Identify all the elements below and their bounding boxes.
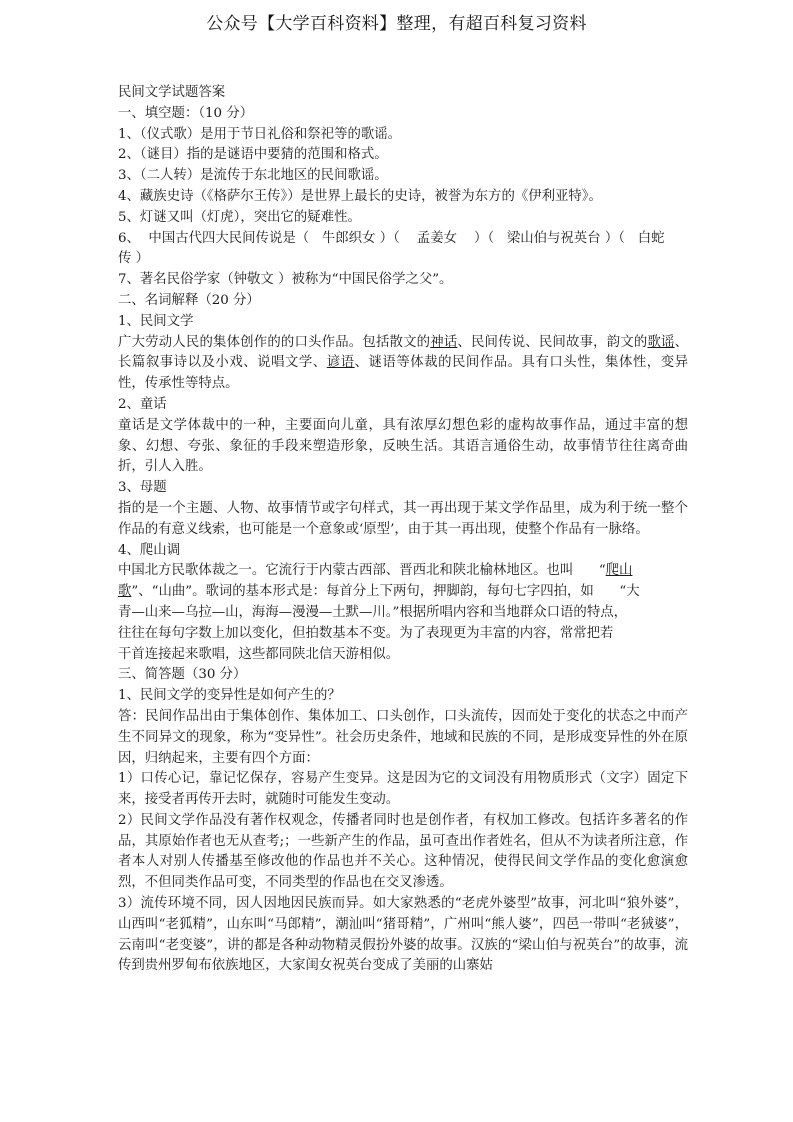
term-1-text-d: 、谜语等体裁的民间作品。具有口头性，集体性，变异性，传承性等特点。 bbox=[118, 355, 689, 392]
term-1-text-a: 广大劳动人民的集体创作的的口头作品。包括散文的 bbox=[118, 334, 431, 350]
link-geyao: 歌谣 bbox=[647, 334, 675, 350]
section-3-heading: 三、简答题（30 分） bbox=[118, 667, 247, 683]
term-3-definition: 指的是一个主题、人物、故事情节或字句样式，其一再出现于某文学作品里，成为利于统一整个作品的有意义线索，也可能是一个意象或‘原型’，由于其一再出现，使整个作品有一脉络。 bbox=[118, 500, 688, 537]
term-3-title: 3、母题 bbox=[118, 480, 167, 496]
section-2-heading: 二、名词解释（20 分） bbox=[118, 292, 260, 308]
fill-blank-3: 3、（二人转）是流传于东北地区的民间歌谣。 bbox=[118, 168, 388, 184]
short-answer-1-answer: 答：民间作品出由于集体创作、集体加工、口头创作，口头流传，因而处于变化的状态之中而产生不同异文的现象，称为“变异性”。社会历史条件，地域和民族的不同，是形成变异性的外在原因，归纳起来，主要有四个方面： bbox=[118, 708, 688, 766]
term-4-line-1-underlined: 爬山 bbox=[605, 563, 633, 579]
term-4-line-3: 青—山来—乌拉—山，海海—漫漫—土默—川。”根据所唱内容和当地群众口语的特点， bbox=[118, 604, 627, 620]
term-2-title: 2、童话 bbox=[118, 396, 167, 412]
reason-3: 3）流传环境不同，因人因地因民族而异。如大家熟悉的“老虎外婆型”故事，河北叫“狼外婆”，山西叫“老狐精”，山东叫“马郎精”，潮汕叫“猪哥精”，广州叫“熊人婆”，四邑一带叫“老狨婆”，云南叫“老变婆”，讲的都是各种动物精灵假扮外婆的故事。汉族的“梁山伯与祝英台”的故事，流传到贵州罗甸布依族地区，大家闺女祝英台变成了美丽的山寨姑 bbox=[118, 896, 688, 974]
document-body bbox=[118, 83, 688, 977]
link-shenhua: 神话 bbox=[430, 334, 458, 350]
doc-title: 民间文学试题答案 bbox=[118, 85, 226, 100]
reason-2: 2）民间文学作品没有著作权观念，传播者同时也是创作者，有权加工修改。包括许多著名的作品，其原始作者也无从查考;；一些新产生的作品，虽可查出作者姓名，但从不为读者所注意，作者本人对别人传播基至修改他的作品也并不关心。这种情况，使得民间文学作品的变化愈演愈烈，不但同类作品可变，不同类型的作品也在交叉渗透。 bbox=[118, 812, 688, 891]
fill-blank-5: 5、灯谜又叫（灯虎），突出它的疑难性。 bbox=[118, 209, 361, 225]
term-4-line-2 bbox=[118, 582, 688, 603]
fill-blank-1: 1、（仪式歌）是用于节日礼俗和祭祀等的歌谣。 bbox=[118, 126, 402, 142]
fill-blank-2: 2、（谜目）指的是谜语中要猜的范围和格式。 bbox=[118, 147, 388, 163]
term-4-line-1 bbox=[118, 561, 688, 582]
term-4-line-2-text: ”、“山曲”。歌词的基本形式是：每首分上下两句，押脚韵，每句七字四拍，如 “大 bbox=[131, 584, 640, 600]
fill-blank-6-line-1: 6、 中国古代四大民间传说是（ 牛郎织女 ）（ 孟姜女 ）（ 梁山伯与祝英台 ）（ 白蛇 bbox=[118, 230, 665, 246]
section-1-heading: 一、填空题：（10 分） bbox=[118, 105, 254, 121]
term-1-text-c: 、长篇叙事诗以及小戏、说唱文学、 bbox=[118, 334, 689, 371]
page-header: 公众号【大学百科资料】整理，有超百科复习资料 bbox=[206, 14, 587, 34]
term-4-title: 4、爬山调 bbox=[118, 542, 181, 558]
term-4-line-5: 干首连接起来歌唱，这些都同陕北信天游相似。 bbox=[118, 646, 400, 662]
reason-1: 1）口传心记，靠记忆保存，容易产生变异。这是因为它的文词没有用物质形式（文字）固定下来，接受者再传开去时，就随时可能发生变动。 bbox=[118, 771, 688, 808]
term-4-line-4: 往往在每句字数上加以变化，但拍数基本不变。为了表现更为丰富的内容，常常把若 bbox=[118, 625, 614, 641]
fill-blank-7: 7、著名民俗学家（钟敬文 ）被称为“中国民俗学之父”。 bbox=[118, 272, 453, 288]
short-answer-1-question: 1、民间文学的变异性是如何产生的？ bbox=[118, 688, 341, 704]
term-4-line-2-underlined: 歌 bbox=[118, 584, 132, 600]
term-4-line-1-text: 中国北方民歌体裁之一。它流行于内蒙古西部、晋西北和陕北榆林地区。也叫 “ bbox=[118, 563, 606, 579]
term-1-definition bbox=[118, 333, 688, 395]
term-2-definition: 童话是文学体裁中的一种，主要面向儿童，具有浓厚幻想色彩的虚构故事作品，通过丰富的想象、幻想、夸张、象征的手段来塑造形象，反映生活。其语言通俗生动，故事情节往往离奇曲折，引人入胜。 bbox=[118, 417, 688, 475]
fill-blank-6-line-2: 传 ） bbox=[118, 251, 150, 267]
term-1-text-b: 、民间传说、民间故事，韵文的 bbox=[457, 334, 648, 350]
term-1-title: 1、民间文学 bbox=[118, 313, 194, 329]
fill-blank-4: 4、藏族史诗（《格萨尔王传》）是世界上最长的史诗，被誉为东方的《伊利亚特》。 bbox=[118, 188, 602, 204]
link-yanyu: 谚语 bbox=[326, 355, 355, 371]
